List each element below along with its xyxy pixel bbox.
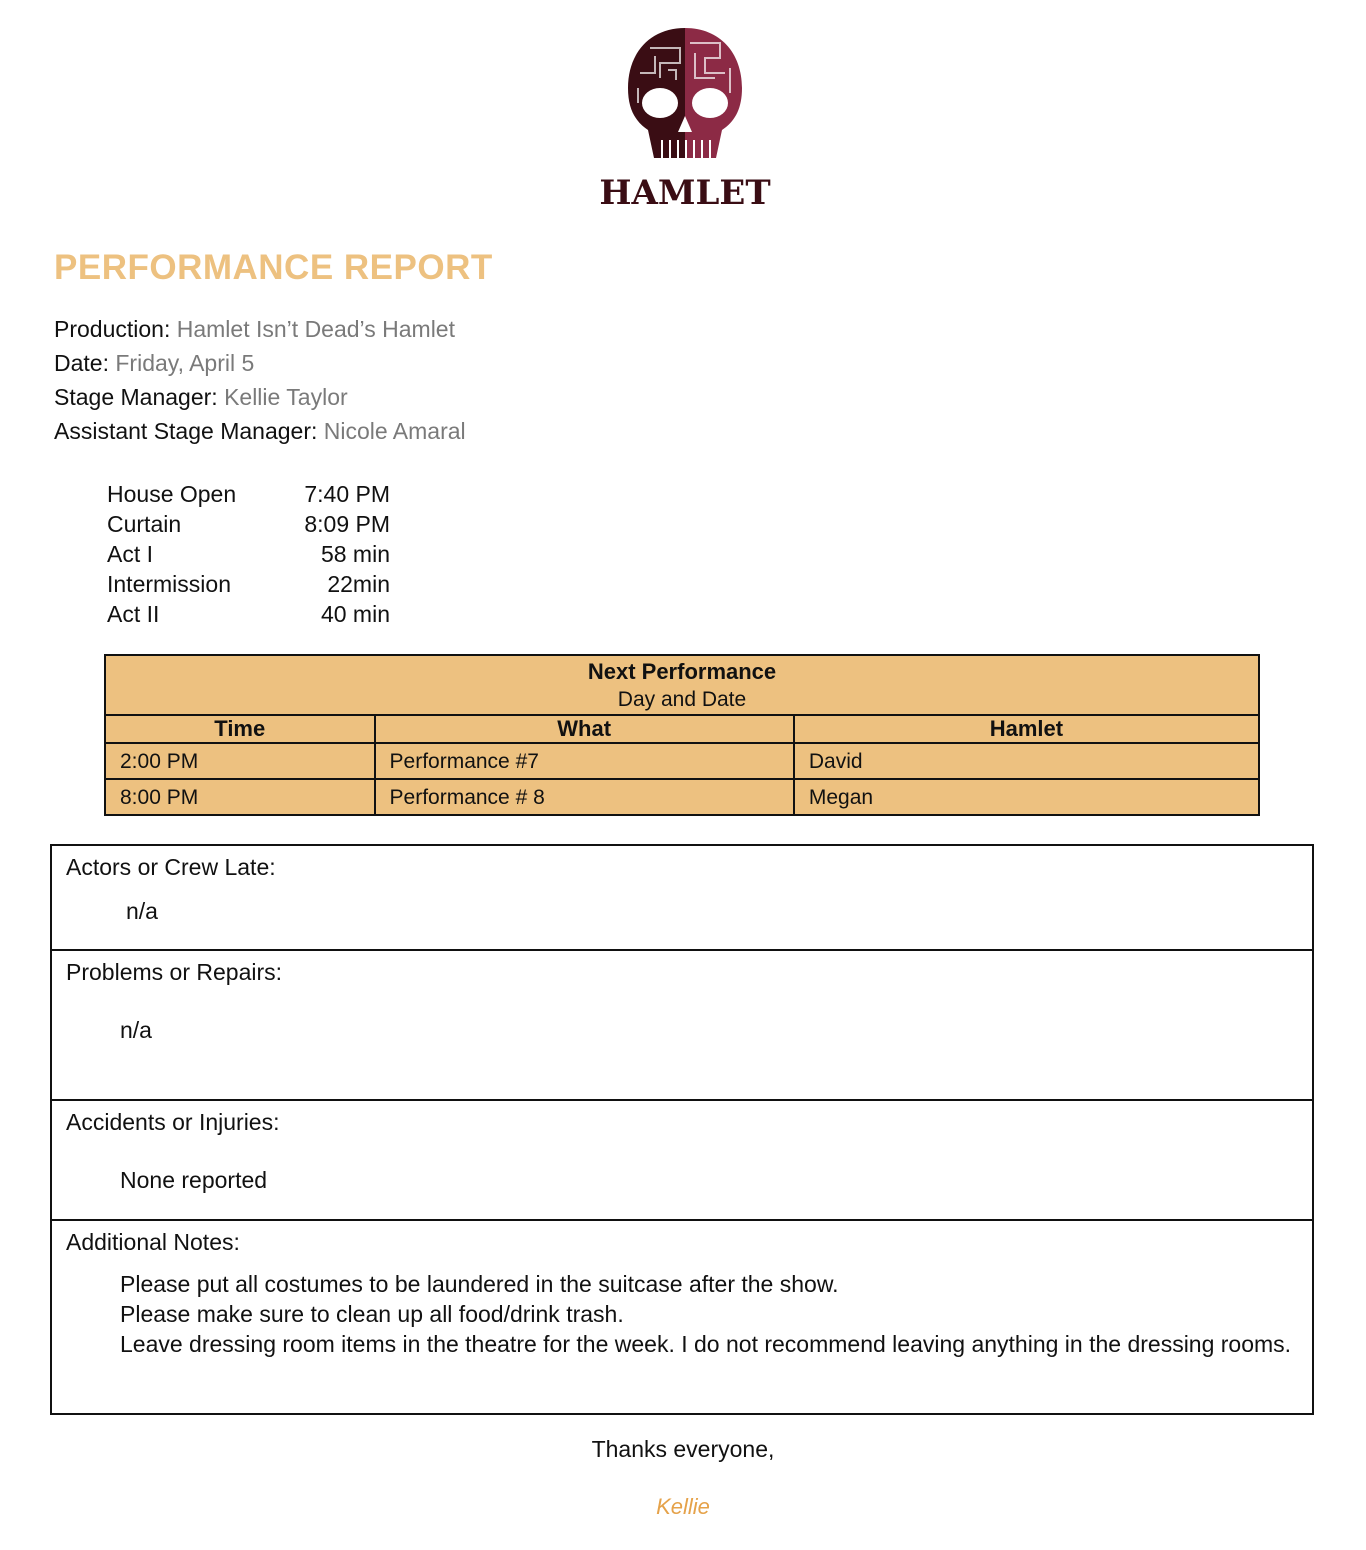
column-header-hamlet: Hamlet bbox=[794, 715, 1259, 743]
accidents-value: None reported bbox=[120, 1167, 268, 1193]
additional-notes-body bbox=[66, 1269, 1298, 1359]
problems-label: Problems or Repairs: bbox=[66, 959, 283, 985]
stage-manager-row bbox=[54, 380, 466, 414]
timing-label: House Open bbox=[107, 481, 237, 507]
accidents-label: Accidents or Injuries: bbox=[66, 1109, 280, 1135]
assistant-stage-manager-value: Nicole Amaral bbox=[323, 418, 466, 444]
cell-hamlet: David bbox=[794, 743, 1259, 779]
timing-label: Curtain bbox=[107, 511, 182, 537]
production-label: Production: bbox=[54, 316, 171, 342]
timing-label: Intermission bbox=[107, 571, 231, 597]
hamlet-logo bbox=[599, 18, 771, 218]
timing-row bbox=[107, 539, 390, 569]
next-performance-subtitle: Day and Date bbox=[617, 688, 747, 711]
timing-row bbox=[107, 599, 390, 629]
timing-row bbox=[107, 509, 390, 539]
production-value: Hamlet Isn’t Dead’s Hamlet bbox=[176, 316, 455, 342]
page-title: PERFORMANCE REPORT bbox=[54, 248, 493, 287]
additional-note: Please put all costumes to be laundered in the suitcase after the show. bbox=[120, 1271, 839, 1297]
closing-line: Thanks everyone, bbox=[591, 1436, 775, 1462]
date-label: Date: bbox=[54, 350, 109, 376]
table-row bbox=[105, 779, 1259, 815]
cell-time: 8:00 PM bbox=[105, 779, 375, 815]
cell-hamlet: Megan bbox=[794, 779, 1259, 815]
cell-what: Performance #7 bbox=[375, 743, 794, 779]
next-performance-table bbox=[104, 654, 1260, 816]
accidents-section bbox=[52, 1101, 1312, 1221]
additional-note: Please make sure to clean up all food/drink trash. bbox=[120, 1301, 624, 1327]
assistant-stage-manager-label: Assistant Stage Manager: bbox=[54, 418, 318, 444]
late-section bbox=[52, 846, 1312, 951]
table-row bbox=[105, 743, 1259, 779]
column-header-time: Time bbox=[105, 715, 375, 743]
timing-value: 58 min bbox=[320, 541, 390, 567]
production-row bbox=[54, 312, 466, 346]
signature: Kellie bbox=[656, 1494, 710, 1519]
stage-manager-value: Kellie Taylor bbox=[224, 384, 348, 410]
notes-box bbox=[50, 844, 1314, 1415]
date-row bbox=[54, 346, 466, 380]
timing-value: 40 min bbox=[320, 601, 390, 627]
cell-what: Performance # 8 bbox=[375, 779, 794, 815]
timing-value: 7:40 PM bbox=[304, 481, 390, 507]
problems-section bbox=[52, 951, 1312, 1101]
additional-notes-label: Additional Notes: bbox=[66, 1229, 240, 1255]
date-value: Friday, April 5 bbox=[115, 350, 255, 376]
timing-label: Act II bbox=[107, 601, 160, 627]
assistant-stage-manager-row bbox=[54, 414, 466, 448]
additional-notes-section bbox=[52, 1221, 1312, 1413]
late-value: n/a bbox=[126, 898, 158, 924]
additional-note: Leave dressing room items in the theatre for the week. I do not recommend leaving anything in the dressing rooms. bbox=[120, 1331, 1292, 1357]
timings-list bbox=[107, 479, 390, 629]
stage-manager-label: Stage Manager: bbox=[54, 384, 218, 410]
timing-row bbox=[107, 569, 390, 599]
report-meta bbox=[54, 312, 466, 448]
skull-icon bbox=[599, 18, 771, 218]
timing-row bbox=[107, 479, 390, 509]
problems-value: n/a bbox=[120, 1017, 152, 1043]
timing-value: 22min bbox=[327, 571, 390, 597]
next-performance-header bbox=[105, 655, 1259, 715]
late-label: Actors or Crew Late: bbox=[66, 854, 276, 880]
logo-wordmark: HAMLET bbox=[599, 173, 771, 213]
cell-time: 2:00 PM bbox=[105, 743, 375, 779]
column-header-what: What bbox=[375, 715, 794, 743]
timing-value: 8:09 PM bbox=[304, 511, 390, 537]
timing-label: Act I bbox=[107, 541, 154, 567]
next-performance-title: Next Performance bbox=[587, 659, 777, 684]
